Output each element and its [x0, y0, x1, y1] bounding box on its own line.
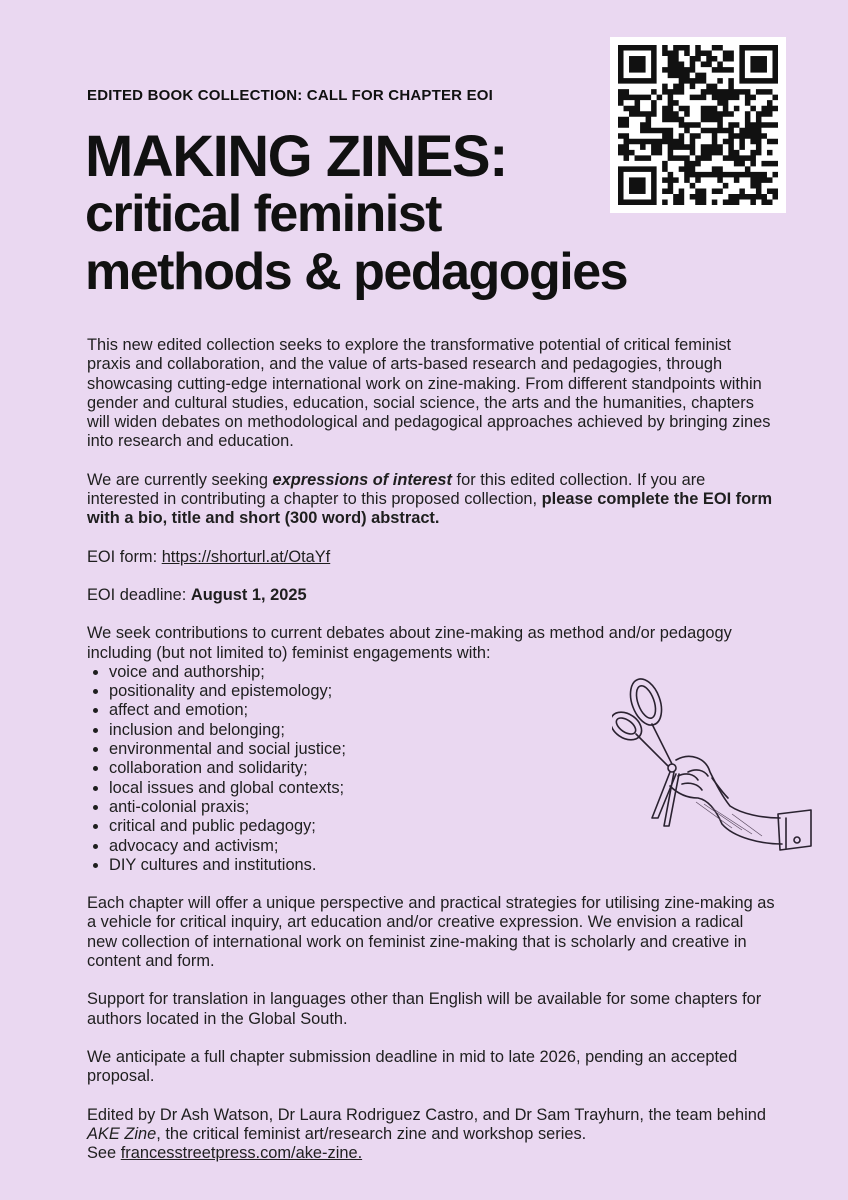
- seeking-text-1: We are currently seeking: [87, 470, 273, 489]
- eoi-form-line: [87, 548, 777, 567]
- chapter-paragraph: Each chapter will offer a unique perspective and practical strategies for utilising zine-making as a vehicle for critical inquiry, art education and/or creative expression. We envision a radical new collection of international work on feminist zine-making that is scholarly and creative in content and form.: [87, 894, 775, 971]
- topic-item: • collaboration and solidarity;: [109, 759, 777, 778]
- title-line-2: critical feminist: [85, 185, 441, 243]
- submission-paragraph: We anticipate a full chapter submission deadline in mid to late 2026, pending an accepted proposal.: [87, 1047, 738, 1086]
- scissors-hand-icon: [612, 668, 812, 883]
- topic-item: • anti-colonial praxis;: [109, 798, 777, 817]
- topic-item: • critical and public pedagogy;: [109, 817, 777, 836]
- seeking-bold: please complete the EOI form with a bio, title and short (300 word) abstract.: [87, 490, 773, 528]
- title-line-3: methods & pedagogies: [85, 243, 628, 301]
- qr-code-icon[interactable]: [610, 37, 786, 213]
- intro-paragraph: This new edited collection seeks to explore the transformative potential of critical feminist praxis and collaboration, and the value of arts-based research and pedagogies, through showcasing cutting-edge international work on zine-making. From different standpoints within gender and cultural studies, education, social science, the arts and the humanities, chapters will widen debates on methodological and pedagogical approaches achieved by bringing zines into research and education.: [87, 336, 771, 451]
- topic-item: • affect and emotion;: [109, 701, 777, 720]
- eoi-deadline-label: EOI deadline:: [87, 585, 191, 604]
- topic-item: • voice and authorship;: [109, 663, 777, 682]
- topic-item: • positionality and epistemology;: [109, 682, 777, 701]
- editors-text-1: Edited by Dr Ash Watson, Dr Laura Rodriguez Castro, and Dr Sam Trayhurn, the team behind: [87, 1105, 767, 1124]
- editors-text-2: , the critical feminist art/research zine and workshop series.: [156, 1124, 587, 1143]
- contributions-intro: We seek contributions to current debates about zine-making as method and/or pedagogy including (but not limited to) feminist engagements with:: [87, 624, 732, 662]
- seeking-paragraph: [87, 471, 777, 529]
- zine-website-link[interactable]: francesstreetpress.com/ake-zine.: [120, 1144, 363, 1163]
- eoi-deadline-line: [87, 586, 777, 605]
- editors-paragraph: [87, 1106, 777, 1164]
- topic-item: • local issues and global contexts;: [109, 779, 777, 798]
- title-line-1: MAKING ZINES:: [85, 124, 507, 189]
- eoi-deadline-date: August 1, 2025: [190, 585, 307, 604]
- editors-see: See: [87, 1144, 121, 1163]
- translation-paragraph: Support for translation in languages other than English will be available for some chapters for authors located in the Global South.: [87, 990, 762, 1028]
- seeking-emphasis: expressions of interest: [272, 470, 452, 489]
- page-title: [85, 124, 628, 302]
- topic-item: • inclusion and belonging;: [109, 721, 777, 740]
- eoi-form-link[interactable]: https://shorturl.at/OtaYf: [161, 547, 331, 566]
- topic-item: • advocacy and activism;: [109, 837, 777, 856]
- editors-zine-name: AKE Zine: [87, 1124, 157, 1143]
- eyebrow-label: EDITED BOOK COLLECTION: CALL FOR CHAPTER EOI: [87, 87, 494, 104]
- qr-code-graphic: [618, 45, 778, 205]
- eoi-form-label: EOI form:: [87, 547, 162, 566]
- seeking-text-2: for this edited collection. If you are interested in contributing a chapter to this proposed collection,: [87, 470, 706, 509]
- topic-item: • environmental and social justice;: [109, 740, 777, 759]
- topic-item: • DIY cultures and institutions.: [109, 856, 777, 875]
